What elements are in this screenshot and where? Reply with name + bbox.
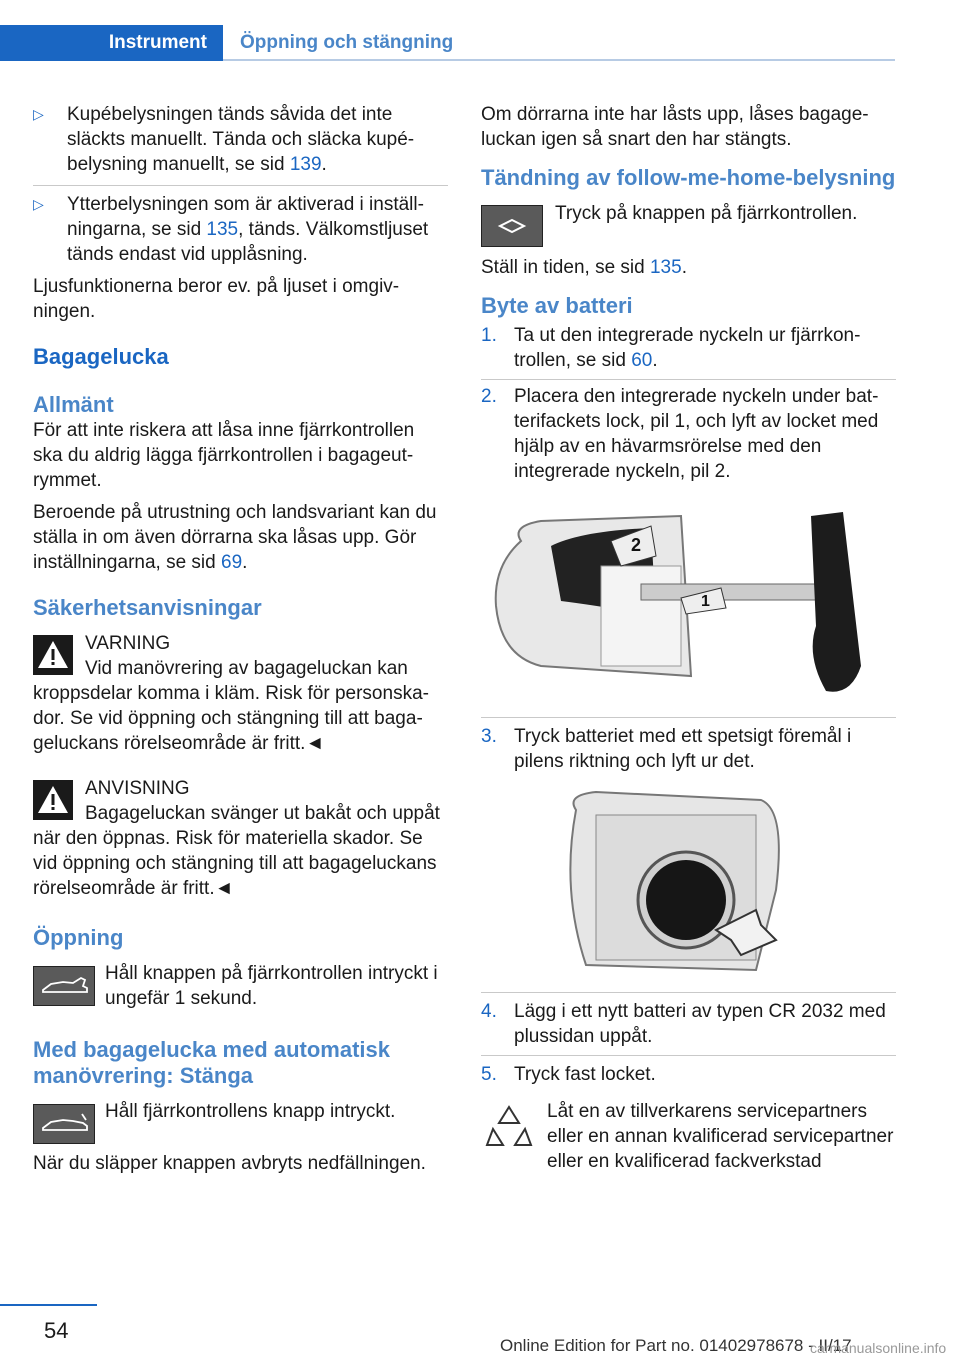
bullet-triangle-icon: ▷ — [33, 196, 44, 212]
trunk-button-icon — [33, 966, 95, 1006]
trunk-close-button-icon — [33, 1104, 95, 1144]
header-divider — [223, 59, 895, 61]
left-column — [33, 102, 448, 1176]
close-instruction: Håll fjärrkontrollens knapp intryckt. — [33, 1099, 448, 1149]
page-number: 54 — [44, 1318, 69, 1343]
battery-illustration — [556, 790, 796, 980]
heading-oppning: Öppning — [33, 925, 124, 950]
paragraph: När du släpper knappen avbryts nedfällningen. — [33, 1153, 426, 1174]
heading-bagagelucka: Bagagelucka — [33, 344, 169, 369]
warning-triangle-icon — [33, 635, 73, 675]
step-3: 3. Tryck batteriet med ett spetsigt föremål i pilens riktning och lyft ur det. — [481, 726, 852, 772]
warning-triangle-icon — [33, 780, 73, 820]
page-link[interactable]: 135 — [206, 219, 239, 240]
heading-sakerhet: Säkerhetsanvisningar — [33, 595, 262, 620]
notice-text: Bagageluckan svänger ut bakåt och uppåt när den öppnas. Risk för materiella skador. Se vid öppning och stängning till att bagageluckans rörelseområde är fritt.◄ — [33, 803, 440, 899]
step-1: 1. Ta ut den integrerade nyckeln ur fjärrkontrollen, se sid 60. — [481, 325, 861, 371]
warning-text: Vid manövrering av bagageluckan kan kroppsdelar komma i kläm. Risk för personskador. Se vid öppning och stängning till att bagageluckans rörelseområde är fritt.◄ — [33, 658, 429, 754]
edition-text: Online Edition for Part no. 01402978678 - II/17 — [500, 1336, 852, 1355]
recycle-icon — [485, 1103, 533, 1151]
follow-instruction: Tryck på knappen på fjärrkontrollen. — [481, 201, 896, 251]
heading-auto-close: Med bagagelucka med automatisk manövrering: Stänga — [33, 1037, 390, 1088]
paragraph: Ljusfunktionerna beror ev. på ljuset i omgivningen. — [33, 276, 400, 322]
step-4: 4. Lägg i ett nytt batteri av typen CR 2032 med plussidan uppåt. — [481, 1001, 886, 1047]
right-column — [481, 102, 896, 1174]
section-tab[interactable]: Öppning och stängning — [240, 32, 454, 53]
paragraph: Ställ in tiden, se sid 135. — [481, 257, 687, 278]
step-5: 5. Tryck fast locket. — [481, 1064, 656, 1085]
paragraph: Om dörrarna inte har låsts upp, låses bagageluckan igen så snart den har stängts. — [481, 104, 869, 150]
page-header — [0, 25, 895, 61]
notice-title: ANVISNING — [85, 778, 190, 799]
warning-title: VARNING — [85, 633, 171, 654]
heading-byte-av-batteri: Byte av batteri — [481, 293, 633, 318]
divider — [481, 1055, 896, 1056]
arrow-label-1: 1 — [701, 593, 710, 610]
bullet-triangle-icon: ▷ — [33, 106, 44, 122]
watermark: carmanualsonline.info — [810, 1340, 947, 1356]
page-link[interactable]: 135 — [649, 257, 682, 278]
notice-block — [33, 776, 448, 901]
divider — [481, 992, 896, 993]
bullet-exterior-light: ▷ Ytterbelysningen som är aktiverad i inställningarna, se sid 135, tänds. Välkomstljuset tänds endast vid upplåsning. — [33, 194, 429, 265]
key-fob-illustration — [481, 506, 896, 701]
divider — [33, 185, 448, 186]
arrow-label-2: 2 — [631, 535, 642, 555]
step-2: 2. Placera den integrerade nyckeln under batterifackets lock, pil 1, och lyft av locket med hjälp av en hävarmsrörelse med den integrerade nyckeln, pil 2. — [481, 386, 879, 482]
chapter-tab[interactable]: Instrument — [0, 25, 223, 61]
page-link[interactable]: 60 — [631, 350, 653, 371]
paragraph: Beroende på utrustning och landsvariant kan du ställa in om även dörrarna ska låsas upp. Gör inställningarna, se sid 69. — [33, 502, 437, 573]
divider — [481, 379, 896, 380]
follow-me-home-button-icon — [481, 205, 543, 247]
paragraph: För att inte riskera att låsa inne fjärrkontrollen ska du aldrig lägga fjärrkontrollen i bagageutrymmet. — [33, 420, 415, 491]
bullet-interior-light: ▷ Kupébelysningen tänds såvida det inte släckts manuellt. Tända och släcka kupébelysning manuellt, se sid 139. — [33, 104, 415, 175]
page-link[interactable]: 139 — [289, 154, 322, 175]
warning-block — [33, 631, 448, 756]
heading-follow-me-home: Tändning av follow-me-home-belysning — [481, 165, 896, 190]
page-link[interactable]: 69 — [221, 552, 243, 573]
open-instruction: Håll knappen på fjärrkontrollen intryckt i ungefär 1 sekund. — [33, 961, 448, 1011]
recycle-note: Låt en av tillverkarens servicepartners eller en annan kvalificerad servicepartner eller en kvalificerad fackverkstad — [481, 1099, 896, 1174]
footer-divider — [0, 1304, 97, 1306]
divider — [481, 717, 896, 718]
heading-allmant: Allmänt — [33, 392, 114, 417]
